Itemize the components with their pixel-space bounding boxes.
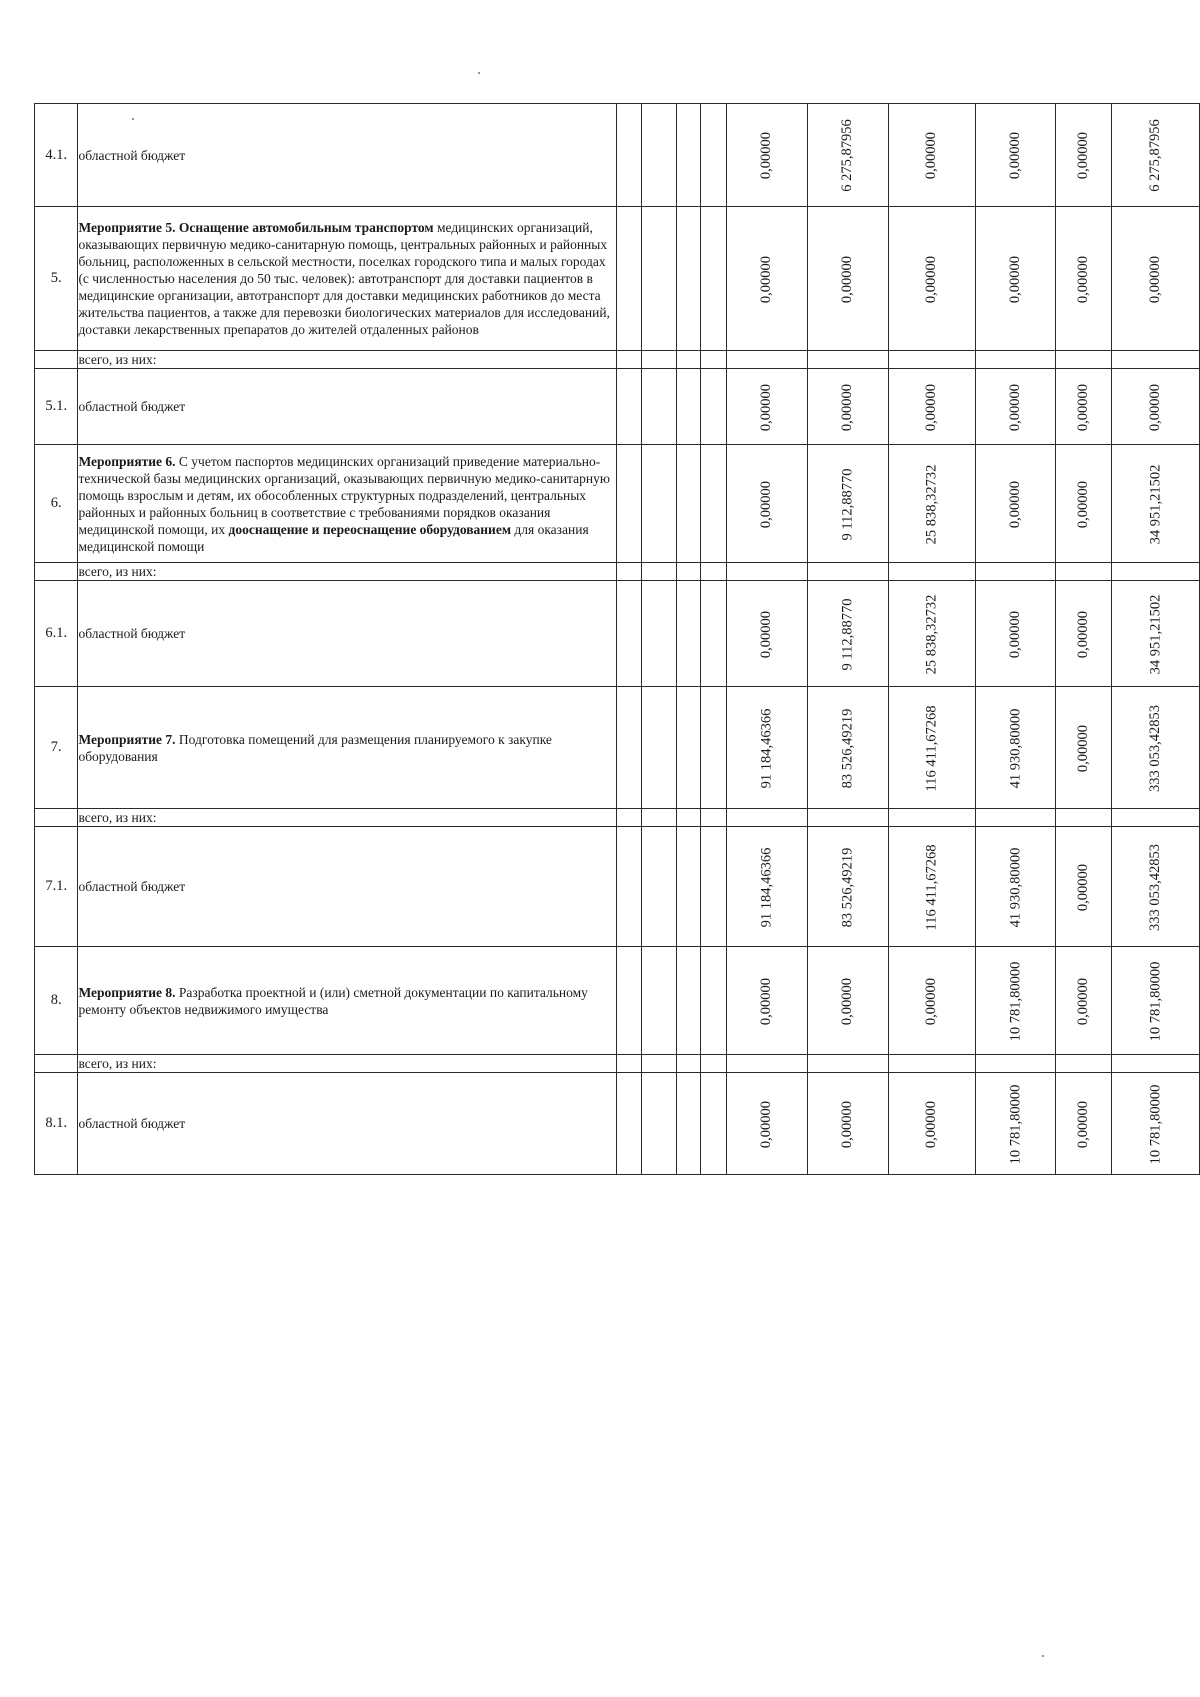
value-text: 0,00000 — [839, 977, 856, 1025]
value-cell — [888, 581, 975, 687]
table-row — [35, 207, 1200, 351]
empty-cell — [701, 445, 727, 563]
value-text: 0,00000 — [758, 480, 775, 528]
activity-text-after: для оказания медицинской помощи — [78, 521, 589, 554]
value-cell — [888, 947, 975, 1055]
table-row — [35, 827, 1200, 947]
value-text: 0,00000 — [839, 1100, 856, 1148]
subtotal-label: всего, из них: — [78, 563, 617, 581]
value-cell — [975, 445, 1056, 563]
value-cell — [1056, 687, 1112, 809]
value-text: 0,00000 — [1006, 383, 1023, 431]
empty-cell — [677, 809, 701, 827]
table-row — [35, 104, 1200, 207]
empty-cell — [701, 809, 727, 827]
value-text: 10 781,80000 — [1146, 961, 1163, 1041]
value-text: 0,00000 — [758, 255, 775, 303]
row-description — [78, 947, 617, 1055]
empty-cell — [701, 947, 727, 1055]
row-number: 5.1. — [35, 369, 78, 445]
empty-cell — [617, 1055, 642, 1073]
value-cell — [727, 104, 808, 207]
value-text: 0,00000 — [1075, 1100, 1092, 1148]
empty-cell — [807, 563, 888, 581]
empty-cell — [642, 581, 677, 687]
value-text: 0,00000 — [1075, 724, 1092, 772]
value-text: 333 053,42853 — [1146, 843, 1163, 931]
value-cell — [807, 104, 888, 207]
empty-cell — [701, 581, 727, 687]
table-row — [35, 687, 1200, 809]
empty-cell — [677, 207, 701, 351]
row-number: 8.1. — [35, 1073, 78, 1175]
value-text: 0,00000 — [923, 1100, 940, 1148]
row-number-cell — [35, 809, 78, 827]
table-row — [35, 445, 1200, 563]
value-cell — [888, 104, 975, 207]
value-cell — [1056, 1073, 1112, 1175]
subtotal-row — [35, 351, 1200, 369]
row-description — [78, 207, 617, 351]
value-text: 0,00000 — [1075, 863, 1092, 911]
value-text: 0,00000 — [758, 383, 775, 431]
value-text: 0,00000 — [923, 383, 940, 431]
activity-title: Мероприятие 7. — [78, 731, 176, 747]
empty-cell — [727, 1055, 808, 1073]
value-cell — [1056, 947, 1112, 1055]
empty-cell — [701, 827, 727, 947]
empty-cell — [617, 207, 642, 351]
row-number: 4.1. — [35, 104, 78, 207]
table-row — [35, 369, 1200, 445]
value-text: 0,00000 — [1075, 977, 1092, 1025]
value-cell — [888, 827, 975, 947]
row-number-cell — [35, 351, 78, 369]
value-cell — [807, 445, 888, 563]
empty-cell — [642, 445, 677, 563]
funding-source: областной бюджет — [78, 879, 186, 894]
row-number: 6. — [35, 445, 78, 563]
subtotal-label: всего, из них: — [78, 351, 617, 369]
value-text: 0,00000 — [1006, 480, 1023, 528]
empty-cell — [888, 563, 975, 581]
value-cell — [727, 1073, 808, 1175]
value-text: 10 781,80000 — [1006, 1084, 1023, 1164]
value-text: 10 781,80000 — [1006, 961, 1023, 1041]
empty-cell — [617, 947, 642, 1055]
empty-cell — [677, 581, 701, 687]
value-cell — [975, 581, 1056, 687]
value-cell — [1111, 1073, 1199, 1175]
subtotal-label: всего, из них: — [78, 1055, 617, 1073]
empty-cell — [701, 369, 727, 445]
empty-cell — [617, 351, 642, 369]
value-text: 116 411,67268 — [923, 705, 940, 791]
empty-cell — [677, 947, 701, 1055]
empty-cell — [888, 1055, 975, 1073]
value-cell — [807, 1073, 888, 1175]
empty-cell — [888, 809, 975, 827]
empty-cell — [642, 947, 677, 1055]
value-text: 333 053,42853 — [1146, 704, 1163, 792]
value-cell — [727, 207, 808, 351]
empty-cell — [807, 809, 888, 827]
value-text: 91 184,46366 — [758, 847, 775, 927]
value-text: 0,00000 — [758, 1100, 775, 1148]
value-text: 6 275,87956 — [1146, 119, 1163, 192]
value-cell — [975, 207, 1056, 351]
value-cell — [1056, 104, 1112, 207]
activity-title: Мероприятие 6. — [78, 453, 176, 469]
value-cell — [1111, 104, 1199, 207]
value-text: 0,00000 — [923, 977, 940, 1025]
value-cell — [1056, 581, 1112, 687]
value-cell — [807, 947, 888, 1055]
empty-cell — [701, 1073, 727, 1175]
value-cell — [888, 369, 975, 445]
empty-cell — [642, 687, 677, 809]
value-text: 83 526,49219 — [839, 708, 856, 788]
empty-cell — [701, 207, 727, 351]
value-text: 6 275,87956 — [839, 119, 856, 192]
empty-cell — [1111, 809, 1199, 827]
value-cell — [1111, 369, 1199, 445]
subtotal-row — [35, 1055, 1200, 1073]
empty-cell — [701, 351, 727, 369]
empty-cell — [701, 563, 727, 581]
value-cell — [727, 445, 808, 563]
empty-cell — [975, 351, 1056, 369]
activity-text: Разработка проектной и (или) сметной документации по капитальному ремонту объектов недвижимого имущества — [78, 984, 588, 1017]
activity-keyword: Оснащение автомобильным транспортом — [178, 220, 434, 235]
value-text: 91 184,46366 — [758, 708, 775, 788]
empty-cell — [701, 687, 727, 809]
row-number: 6.1. — [35, 581, 78, 687]
value-text: 0,00000 — [1006, 610, 1023, 658]
empty-cell — [1056, 563, 1112, 581]
value-text: 0,00000 — [1146, 255, 1163, 303]
value-text: 0,00000 — [839, 383, 856, 431]
value-cell — [888, 687, 975, 809]
value-text: 0,00000 — [1006, 255, 1023, 303]
value-cell — [727, 827, 808, 947]
value-cell — [888, 207, 975, 351]
value-text: 0,00000 — [1075, 383, 1092, 431]
row-description — [78, 1073, 617, 1175]
row-description — [78, 827, 617, 947]
value-text: 0,00000 — [1146, 383, 1163, 431]
row-number-cell — [35, 563, 78, 581]
funding-source: областной бюджет — [78, 147, 186, 163]
empty-cell — [1111, 351, 1199, 369]
subtotal-label: всего, из них: — [78, 809, 617, 827]
empty-cell — [617, 687, 642, 809]
value-cell — [727, 947, 808, 1055]
activity-text: медицинских организаций, оказывающих первичную медико-санитарную помощь, центральных районных и районных больниц, расположенных в сельской местности, поселках городского типа и малых городах (с численностью населения до 50 тыс. человек): автотранспорт для доставки пациентов в медицинские организации, автотранспорт для доставки медицинских работников до места жительства пациентов, а также для перевозки биологических материалов для исследований, доставки лекарственных препаратов до жителей отдаленных районов — [78, 220, 610, 337]
empty-cell — [617, 563, 642, 581]
value-text: 9 112,88770 — [839, 468, 856, 540]
value-text: 0,00000 — [839, 255, 856, 303]
value-cell — [727, 369, 808, 445]
empty-cell — [677, 827, 701, 947]
row-number-cell — [35, 1055, 78, 1073]
value-cell — [1111, 687, 1199, 809]
subtotal-row — [35, 563, 1200, 581]
activity-text: С учетом паспортов медицинских организаций приведение материально-технической базы медицинских организаций, оказывающих первичную медико-санитарную помощь взрослым и детям, их обособленных структурных подразделений, центральных районных и районных больниц в соответствие с требованиями порядков оказания медицинской помощи, их — [78, 453, 610, 537]
value-text: 0,00000 — [1075, 480, 1092, 528]
funding-source: областной бюджет — [78, 1116, 186, 1131]
empty-cell — [642, 369, 677, 445]
value-text: 9 112,88770 — [839, 598, 856, 670]
empty-cell — [727, 809, 808, 827]
value-text: 25 838,32732 — [923, 464, 940, 544]
value-cell — [807, 207, 888, 351]
value-text: 41 930,80000 — [1006, 847, 1023, 927]
value-text: 0,00000 — [923, 255, 940, 303]
empty-cell — [677, 1055, 701, 1073]
table-row — [35, 947, 1200, 1055]
value-cell — [807, 827, 888, 947]
empty-cell — [677, 1073, 701, 1175]
value-text: 34 951,21502 — [1146, 464, 1163, 544]
value-cell — [807, 369, 888, 445]
empty-cell — [1056, 351, 1112, 369]
value-cell — [975, 369, 1056, 445]
row-number: 8. — [35, 947, 78, 1055]
value-cell — [1111, 207, 1199, 351]
empty-cell — [677, 445, 701, 563]
value-text: 0,00000 — [1006, 131, 1023, 180]
value-text: 116 411,67268 — [923, 844, 940, 930]
row-number: 7.1. — [35, 827, 78, 947]
value-text: 0,00000 — [758, 610, 775, 658]
empty-cell — [807, 1055, 888, 1073]
empty-cell — [617, 369, 642, 445]
empty-cell — [617, 581, 642, 687]
empty-cell — [642, 1055, 677, 1073]
value-text: 0,00000 — [758, 131, 775, 180]
funding-source: областной бюджет — [78, 399, 186, 414]
empty-cell — [1111, 563, 1199, 581]
value-text: 41 930,80000 — [1006, 708, 1023, 788]
value-cell — [975, 687, 1056, 809]
table-row — [35, 581, 1200, 687]
value-text: 25 838,32732 — [923, 594, 940, 674]
empty-cell — [617, 809, 642, 827]
empty-cell — [642, 207, 677, 351]
scan-speck — [478, 72, 480, 74]
value-cell — [1111, 581, 1199, 687]
activity-title: Мероприятие 8. — [78, 984, 176, 1000]
value-text: 0,00000 — [1075, 610, 1092, 658]
value-text: 83 526,49219 — [839, 847, 856, 927]
empty-cell — [1056, 809, 1112, 827]
empty-cell — [642, 809, 677, 827]
value-cell — [807, 687, 888, 809]
value-cell — [1111, 827, 1199, 947]
value-text: 0,00000 — [1075, 255, 1092, 303]
value-cell — [1056, 207, 1112, 351]
value-text: 0,00000 — [758, 977, 775, 1025]
value-cell — [975, 947, 1056, 1055]
empty-cell — [807, 351, 888, 369]
value-cell — [975, 827, 1056, 947]
value-cell — [1111, 445, 1199, 563]
empty-cell — [701, 104, 727, 207]
empty-cell — [677, 687, 701, 809]
activity-keyword: дооснащение и переоснащение оборудованием — [228, 521, 512, 537]
value-cell — [807, 581, 888, 687]
row-description — [78, 369, 617, 445]
empty-cell — [727, 351, 808, 369]
row-description — [78, 581, 617, 687]
row-number: 5. — [35, 207, 78, 351]
empty-cell — [617, 445, 642, 563]
value-cell — [888, 445, 975, 563]
budget-table — [34, 103, 1200, 1175]
value-cell — [1056, 445, 1112, 563]
empty-cell — [617, 104, 642, 207]
value-cell — [975, 104, 1056, 207]
empty-cell — [677, 563, 701, 581]
empty-cell — [701, 1055, 727, 1073]
empty-cell — [975, 809, 1056, 827]
funding-source: областной бюджет — [78, 626, 186, 641]
empty-cell — [975, 1055, 1056, 1073]
table-row — [35, 1073, 1200, 1175]
empty-cell — [642, 351, 677, 369]
empty-cell — [888, 351, 975, 369]
row-description — [78, 445, 617, 563]
value-cell — [975, 1073, 1056, 1175]
empty-cell — [642, 1073, 677, 1175]
empty-cell — [642, 563, 677, 581]
empty-cell — [617, 1073, 642, 1175]
empty-cell — [1056, 1055, 1112, 1073]
row-number: 7. — [35, 687, 78, 809]
empty-cell — [642, 827, 677, 947]
empty-cell — [1111, 1055, 1199, 1073]
value-cell — [727, 687, 808, 809]
empty-cell — [642, 104, 677, 207]
value-text: 34 951,21502 — [1146, 594, 1163, 674]
activity-title: Мероприятие 5. — [78, 220, 176, 235]
subtotal-row — [35, 809, 1200, 827]
empty-cell — [677, 351, 701, 369]
value-cell — [727, 581, 808, 687]
row-description — [78, 687, 617, 809]
empty-cell — [617, 827, 642, 947]
value-text: 0,00000 — [1075, 131, 1092, 180]
value-cell — [1056, 369, 1112, 445]
row-description — [78, 104, 617, 207]
value-cell — [1111, 947, 1199, 1055]
value-text: 0,00000 — [923, 131, 940, 180]
empty-cell — [727, 563, 808, 581]
value-cell — [888, 1073, 975, 1175]
budget-table-body — [35, 104, 1200, 1175]
value-cell — [1056, 827, 1112, 947]
empty-cell — [677, 369, 701, 445]
activity-text: Подготовка помещений для размещения планируемого к закупке оборудования — [78, 731, 552, 764]
empty-cell — [677, 104, 701, 207]
empty-cell — [975, 563, 1056, 581]
scan-speck — [1042, 1655, 1044, 1657]
value-text: 10 781,80000 — [1146, 1084, 1163, 1164]
